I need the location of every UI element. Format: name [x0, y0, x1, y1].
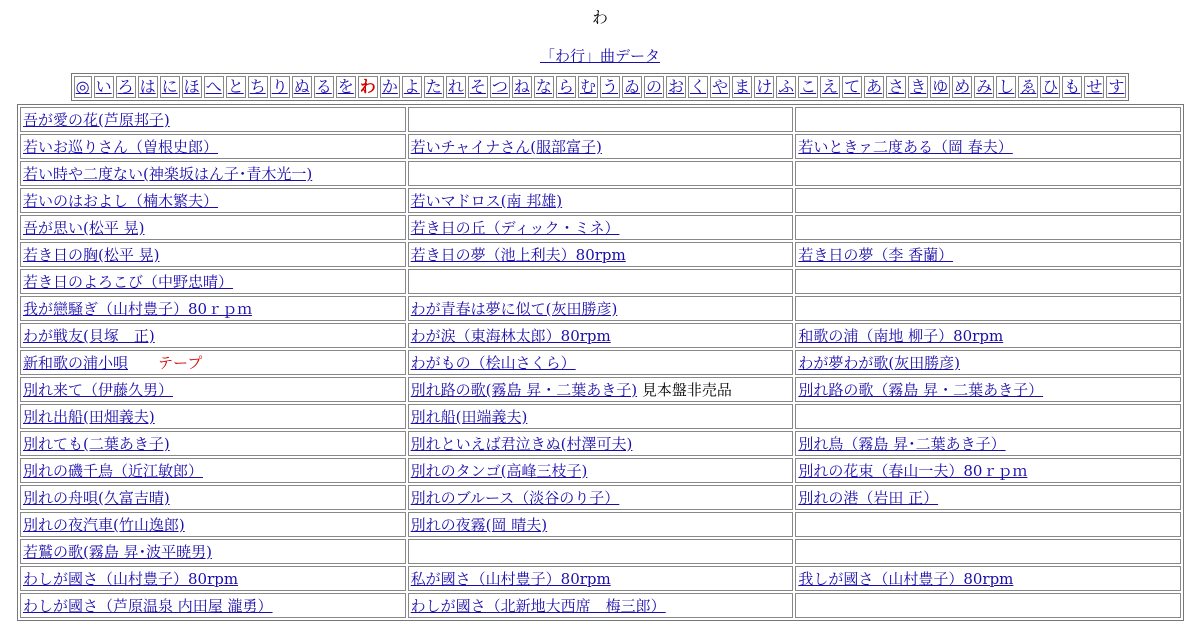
nav-link[interactable]: ち [249, 77, 266, 96]
wa-gyou-data-link[interactable]: 「わ行」曲データ [539, 47, 660, 65]
subtitle [0, 45, 1200, 65]
nav-cell-3[interactable] [138, 76, 158, 98]
table-cell [20, 377, 406, 402]
nav-cell-41[interactable] [974, 76, 994, 98]
table-cell [20, 242, 406, 267]
nav-cell-10[interactable] [292, 76, 312, 98]
song-link[interactable]: 私が國さ（山村豊子）80rpm [410, 570, 611, 588]
nav-link[interactable]: を [337, 77, 354, 96]
nav-cell-6[interactable] [204, 76, 224, 98]
song-link[interactable]: 我が戀騒ぎ（山村豊子）80ｒｐｍ [23, 300, 253, 318]
table-cell [795, 512, 1181, 537]
table-cell [795, 431, 1181, 456]
table-cell [408, 485, 794, 510]
table-row [20, 134, 1181, 159]
nav-link[interactable]: ま [734, 77, 751, 96]
table-cell [795, 296, 1181, 321]
nav-cell-31[interactable] [754, 76, 774, 98]
nav-cell-43[interactable] [1018, 76, 1038, 98]
nav-link[interactable]: め [954, 77, 971, 96]
nav-cell-8[interactable] [248, 76, 268, 98]
nav-cell-33[interactable] [798, 76, 818, 98]
nav-link[interactable]: に [161, 77, 178, 96]
table-row [20, 404, 1181, 429]
table-cell [20, 161, 406, 186]
nav-cell-1[interactable] [94, 76, 114, 98]
iroha-nav-table [71, 73, 1130, 101]
nav-link[interactable]: れ [447, 77, 464, 96]
song-link[interactable]: わが涙（東海林太郎）80rpm [410, 327, 611, 345]
nav-cell-7[interactable] [226, 76, 246, 98]
nav-link[interactable]: さ [888, 77, 905, 96]
nav-cell-14[interactable] [380, 76, 400, 98]
table-row [20, 539, 1181, 564]
table-cell [795, 323, 1181, 348]
nav-link[interactable]: な [535, 77, 552, 96]
song-link[interactable]: 若い時や二度ない(神楽坂はん子･青木光一) [23, 165, 313, 183]
nav-link[interactable]: す [1108, 77, 1125, 96]
song-link[interactable]: わしが國さ（山村豊子）80rpm [23, 570, 239, 588]
nav-cell-16[interactable] [424, 76, 444, 98]
nav-link[interactable]: も [1064, 77, 1081, 96]
song-link[interactable]: 若いチャイナさん(服部富子) [410, 138, 602, 156]
nav-cell-39[interactable] [930, 76, 950, 98]
table-cell [20, 188, 406, 213]
table-cell [408, 242, 794, 267]
table-cell [20, 431, 406, 456]
table-row [20, 296, 1181, 321]
nav-cell-19[interactable] [490, 76, 510, 98]
table-cell [795, 566, 1181, 591]
nav-cell-18[interactable] [468, 76, 488, 98]
table-cell [795, 107, 1181, 132]
nav-cell-22[interactable] [556, 76, 576, 98]
song-link[interactable]: 別れといえば君泣きぬ(村澤可夫) [410, 435, 633, 453]
table-cell [408, 188, 794, 213]
song-link[interactable]: 別れ来て（伊藤久男） [23, 381, 174, 399]
table-cell [408, 593, 794, 618]
table-row [20, 242, 1181, 267]
nav-cell-21[interactable] [534, 76, 554, 98]
table-row [20, 377, 1181, 402]
table-row [20, 350, 1181, 375]
nav-link[interactable]: み [976, 77, 993, 96]
nav-link[interactable]: て [844, 77, 861, 96]
nav-cell-30[interactable] [732, 76, 752, 98]
nav-cell-23[interactable] [578, 76, 598, 98]
song-link[interactable]: 別れても(二葉あき子) [23, 435, 170, 453]
nav-link[interactable]: た [425, 77, 442, 96]
nav-link[interactable]: そ [469, 77, 486, 96]
nav-cell-17[interactable] [446, 76, 466, 98]
table-row [20, 215, 1181, 240]
song-link[interactable]: 別れの舟唄(久富吉晴) [23, 489, 170, 507]
nav-cell-40[interactable] [952, 76, 972, 98]
table-cell [795, 269, 1181, 294]
table-cell [408, 404, 794, 429]
table-row [20, 512, 1181, 537]
nav-link[interactable]: う [601, 77, 618, 96]
table-cell [795, 242, 1181, 267]
nav-cell-34[interactable] [820, 76, 840, 98]
nav-cell-11[interactable] [314, 76, 334, 98]
table-cell [408, 431, 794, 456]
nav-cell-36[interactable] [864, 76, 884, 98]
table-cell [795, 215, 1181, 240]
nav-cell-44[interactable] [1040, 76, 1060, 98]
song-link[interactable]: 若いときァ二度ある（岡 春夫） [798, 138, 1013, 156]
nav-cell-28[interactable] [688, 76, 708, 98]
nav-link[interactable]: つ [491, 77, 508, 96]
song-link[interactable]: 別れのブルース（淡谷のり子） [410, 489, 620, 507]
table-cell [408, 350, 794, 375]
nav-cell-32[interactable] [776, 76, 796, 98]
table-row [20, 431, 1181, 456]
nav-link[interactable]: ほ [183, 77, 200, 96]
song-link[interactable]: 若き日の胸(松平 晃) [23, 246, 160, 264]
table-cell [795, 188, 1181, 213]
nav-link[interactable]: ぬ [293, 77, 310, 96]
nav-cell-12[interactable] [336, 76, 356, 98]
table-row [20, 458, 1181, 483]
song-link[interactable]: 別れの磯千鳥（近江敏郎） [23, 462, 204, 480]
table-cell [20, 593, 406, 618]
song-link[interactable]: 別れの夜霧(岡 晴夫) [410, 516, 548, 534]
nav-link[interactable]: け [756, 77, 773, 96]
song-link[interactable]: 吾が愛の花(芦原邦子) [23, 111, 170, 129]
nav-link[interactable]: え [822, 77, 839, 96]
nav-cell-4[interactable] [160, 76, 180, 98]
table-cell [20, 296, 406, 321]
nav-cell-20[interactable] [512, 76, 532, 98]
table-cell [408, 134, 794, 159]
song-link[interactable]: 新和歌の浦小唄 [23, 354, 129, 372]
nav-link[interactable]: へ [205, 77, 222, 96]
nav-link[interactable]: お [668, 77, 685, 96]
nav-link[interactable]: や [712, 77, 729, 96]
nav-link[interactable]: く [690, 77, 707, 96]
table-row [20, 485, 1181, 510]
song-link[interactable]: わが戦友(貝塚 正) [23, 327, 155, 345]
table-row [20, 107, 1181, 132]
table-row [20, 161, 1181, 186]
nav-cell-38[interactable] [908, 76, 928, 98]
song-link[interactable]: 若いお巡りさん（曽根史郎） [23, 138, 219, 156]
table-cell [20, 350, 406, 375]
nav-cell-46[interactable] [1084, 76, 1104, 98]
nav-link[interactable]: か [381, 77, 398, 96]
nav-cell-29[interactable] [710, 76, 730, 98]
table-row [20, 566, 1181, 591]
nav-link[interactable]: せ [1086, 77, 1103, 96]
nav-link[interactable]: ふ [778, 77, 795, 96]
song-link[interactable]: 別れの夜汽車(竹山逸郎) [23, 516, 185, 534]
table-cell [795, 404, 1181, 429]
nav-cell-0[interactable] [74, 76, 92, 98]
song-link[interactable]: 吾が思い(松平 晃) [23, 219, 145, 237]
iroha-nav-row [74, 76, 1127, 98]
song-link[interactable]: 別れのタンゴ(高峰三枝子) [410, 462, 588, 480]
table-cell [20, 458, 406, 483]
page-title: わ [591, 8, 608, 27]
table-row [20, 269, 1181, 294]
table-cell [795, 485, 1181, 510]
table-cell [20, 107, 406, 132]
nav-link[interactable]: ゆ [932, 77, 949, 96]
table-row [20, 593, 1181, 618]
nav-link[interactable]: の [646, 77, 663, 96]
song-link[interactable]: 別れの港（岩田 正） [798, 489, 939, 507]
nav-link[interactable]: ゐ [623, 77, 640, 96]
song-link[interactable]: 若き日の夢（李 香蘭） [798, 246, 954, 264]
table-cell [408, 269, 794, 294]
song-link[interactable]: 我しが國さ（山村豊子）80rpm [798, 570, 1014, 588]
nav-link[interactable]: ね [513, 77, 530, 96]
song-link[interactable]: わしが國さ（北新地大西席 梅三郎） [410, 597, 666, 615]
song-link[interactable]: 別れの花束（春山一夫）80ｒｐｍ [798, 462, 1028, 480]
table-cell [20, 539, 406, 564]
nav-cell-25[interactable] [622, 76, 642, 98]
nav-link[interactable]: と [227, 77, 244, 96]
song-link[interactable]: 別れ船(田端義夫) [410, 408, 528, 426]
table-cell [408, 566, 794, 591]
nav-link[interactable]: き [910, 77, 927, 96]
song-link[interactable]: 若いマドロス(南 邦雄) [410, 192, 563, 210]
song-link[interactable]: 若き日の夢（池上利夫）80rpm [410, 246, 626, 264]
nav-link[interactable]: は [139, 77, 156, 96]
table-cell [20, 485, 406, 510]
nav-cell-42[interactable] [996, 76, 1016, 98]
nav-cell-5[interactable] [182, 76, 202, 98]
song-link[interactable]: わしが國さ（芦原温泉 内田屋 瀧勇） [23, 597, 273, 615]
nav-link[interactable]: よ [403, 77, 420, 96]
nav-cell-26[interactable] [644, 76, 664, 98]
nav-link[interactable]: し [998, 77, 1015, 96]
table-cell [795, 134, 1181, 159]
nav-cell-27[interactable] [666, 76, 686, 98]
table-cell [20, 323, 406, 348]
nav-link[interactable]: り [271, 77, 288, 96]
nav-cell-37[interactable] [886, 76, 906, 98]
tape-note: テープ [158, 354, 203, 372]
song-link[interactable]: 若き日のよろこび（中野忠晴） [23, 273, 234, 291]
song-link[interactable]: 和歌の浦（南地 柳子）80rpm [798, 327, 1004, 345]
song-link[interactable]: わが青春は夢に似て(灰田勝彦) [410, 300, 618, 318]
table-cell [20, 404, 406, 429]
nav-link[interactable]: ◎ [75, 77, 90, 96]
table-cell [20, 512, 406, 537]
table-cell [795, 458, 1181, 483]
table-row [20, 323, 1181, 348]
table-cell [408, 161, 794, 186]
nav-link[interactable]: ゑ [1020, 77, 1037, 96]
song-link[interactable]: 別れ出船(田畑義夫) [23, 408, 155, 426]
nav-link[interactable]: ら [557, 77, 574, 96]
nav-link[interactable]: あ [866, 77, 883, 96]
nav-current-letter: わ [359, 77, 376, 96]
nav-cell-2[interactable] [116, 76, 136, 98]
nav-cell-47[interactable] [1106, 76, 1126, 98]
table-cell [408, 107, 794, 132]
table-cell [408, 215, 794, 240]
table-cell [408, 296, 794, 321]
song-link[interactable]: 若鷲の歌(霧島 昇･波平暁男) [23, 543, 212, 561]
nav-link[interactable]: る [315, 77, 332, 96]
nav-cell-24[interactable] [600, 76, 620, 98]
song-link[interactable]: 若き日の丘（ディック・ミネ） [410, 219, 620, 237]
song-link[interactable]: 若いのはおよし（楠木繁夫） [23, 192, 219, 210]
nav-link[interactable]: こ [800, 77, 817, 96]
song-link[interactable]: 別れ路の歌（霧島 昇・二葉あき子） [798, 381, 1044, 399]
table-cell [20, 215, 406, 240]
table-cell [408, 512, 794, 537]
nav-link[interactable]: い [95, 77, 112, 96]
sample-note: 見本盤非売品 [637, 381, 732, 399]
nav-link[interactable]: ろ [117, 77, 134, 96]
nav-link[interactable]: む [579, 77, 596, 96]
nav-cell-13 [358, 76, 378, 98]
table-cell [408, 323, 794, 348]
table-cell [795, 350, 1181, 375]
iroha-nav [0, 73, 1200, 104]
table-cell [20, 566, 406, 591]
table-cell [795, 593, 1181, 618]
song-link[interactable]: わがもの（桧山さくら） [410, 354, 576, 372]
nav-cell-15[interactable] [402, 76, 422, 98]
table-cell [408, 539, 794, 564]
nav-cell-35[interactable] [842, 76, 862, 98]
table-cell [20, 269, 406, 294]
table-cell [795, 161, 1181, 186]
table-cell [20, 134, 406, 159]
song-link[interactable]: 別れ鳥（霧島 昇･二葉あき子） [798, 435, 1006, 453]
table-cell [408, 377, 794, 402]
table-cell [795, 539, 1181, 564]
table-cell [795, 377, 1181, 402]
table-row [20, 188, 1181, 213]
song-table-body [20, 107, 1181, 618]
nav-cell-45[interactable] [1062, 76, 1082, 98]
song-table [17, 104, 1184, 621]
song-link[interactable]: わが夢わが歌(灰田勝彦) [798, 354, 961, 372]
nav-cell-9[interactable] [270, 76, 290, 98]
nav-link[interactable]: ひ [1042, 77, 1059, 96]
table-cell [408, 458, 794, 483]
song-link[interactable]: 別れ路の歌(霧島 昇・二葉あき子) [410, 381, 638, 399]
